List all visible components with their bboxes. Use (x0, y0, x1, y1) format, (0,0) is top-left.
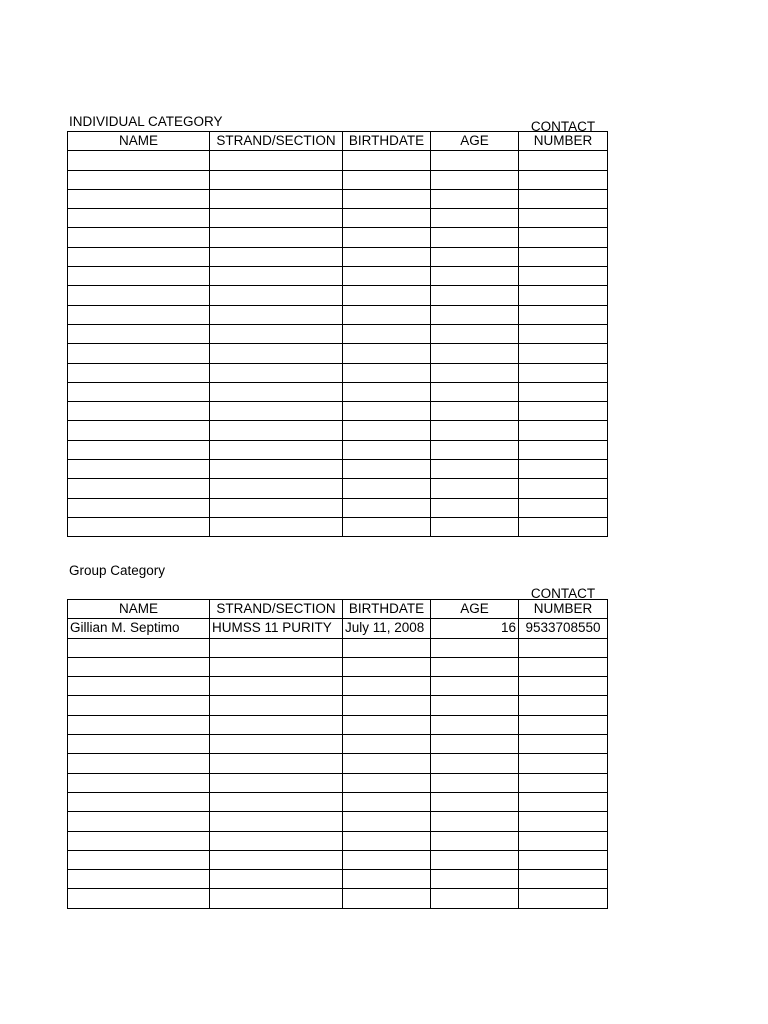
cell-name[interactable] (68, 889, 210, 908)
cell-age[interactable] (431, 715, 519, 734)
table-row (68, 421, 608, 440)
table-row (68, 677, 608, 696)
cell-strand-section[interactable] (210, 363, 343, 382)
cell-strand-section[interactable] (210, 305, 343, 324)
cell-strand-section[interactable] (210, 247, 343, 266)
cell-age[interactable] (431, 812, 519, 831)
cell-contact-number[interactable] (519, 305, 608, 324)
cell-contact-number[interactable] (519, 382, 608, 401)
cell-age[interactable] (431, 735, 519, 754)
cell-strand-section[interactable] (210, 696, 343, 715)
cell-name[interactable] (68, 677, 210, 696)
cell-age[interactable] (431, 677, 519, 696)
cell-name[interactable] (68, 479, 210, 498)
cell-name[interactable] (68, 286, 210, 305)
cell-name[interactable] (68, 792, 210, 811)
table-row (68, 619, 608, 638)
cell-name[interactable] (68, 657, 210, 676)
cell-birthdate[interactable] (343, 382, 431, 401)
cell-name[interactable] (68, 773, 210, 792)
cell-birthdate[interactable] (343, 850, 431, 869)
cell-name[interactable] (68, 696, 210, 715)
cell-contact-number[interactable] (519, 324, 608, 343)
cell-birthdate[interactable] (343, 870, 431, 889)
cell-age[interactable] (431, 324, 519, 343)
cell-contact-number[interactable] (519, 715, 608, 734)
cell-strand-section[interactable] (210, 286, 343, 305)
group-contact-header-top: CONTACT (530, 586, 596, 601)
cell-age[interactable] (431, 228, 519, 247)
cell-birthdate[interactable] (343, 754, 431, 773)
table-row (68, 460, 608, 479)
header-name: NAME (68, 132, 210, 151)
cell-name[interactable] (68, 344, 210, 363)
table-row (68, 735, 608, 754)
cell-age[interactable] (431, 638, 519, 657)
cell-age[interactable] (431, 305, 519, 324)
table-row (68, 696, 608, 715)
cell-birthdate[interactable]: July 11, 2008 (343, 619, 431, 638)
table-row (68, 657, 608, 676)
cell-strand-section[interactable] (210, 421, 343, 440)
cell-birthdate[interactable] (343, 209, 431, 228)
cell-strand-section[interactable] (210, 831, 343, 850)
cell-name[interactable] (68, 517, 210, 536)
cell-birthdate[interactable] (343, 812, 431, 831)
cell-contact-number[interactable] (519, 812, 608, 831)
cell-birthdate[interactable] (343, 421, 431, 440)
cell-strand-section[interactable] (210, 228, 343, 247)
cell-contact-number[interactable] (519, 850, 608, 869)
cell-strand-section[interactable] (210, 517, 343, 536)
table-row (68, 889, 608, 908)
cell-name[interactable] (68, 382, 210, 401)
table-row (68, 267, 608, 286)
table-row (68, 382, 608, 401)
cell-birthdate[interactable] (343, 517, 431, 536)
cell-contact-number[interactable] (519, 363, 608, 382)
cell-strand-section[interactable] (210, 889, 343, 908)
individual-category-title: INDIVIDUAL CATEGORY (69, 114, 223, 129)
individual-category-table (67, 131, 608, 537)
cell-contact-number[interactable] (519, 189, 608, 208)
cell-name[interactable] (68, 850, 210, 869)
cell-age[interactable] (431, 696, 519, 715)
cell-contact-number[interactable] (519, 677, 608, 696)
cell-birthdate[interactable] (343, 247, 431, 266)
cell-birthdate[interactable] (343, 479, 431, 498)
cell-strand-section[interactable] (210, 267, 343, 286)
cell-strand-section[interactable] (210, 792, 343, 811)
cell-age[interactable] (431, 421, 519, 440)
cell-strand-section[interactable] (210, 209, 343, 228)
cell-strand-section[interactable] (210, 479, 343, 498)
header-birthdate: BIRTHDATE (343, 600, 431, 619)
cell-name[interactable] (68, 421, 210, 440)
cell-birthdate[interactable] (343, 151, 431, 170)
cell-age[interactable] (431, 889, 519, 908)
header-strand-section: STRAND/SECTION (210, 132, 343, 151)
individual-header-row (68, 132, 608, 151)
cell-birthdate[interactable] (343, 735, 431, 754)
table-row (68, 151, 608, 170)
table-row (68, 363, 608, 382)
cell-name[interactable] (68, 209, 210, 228)
cell-birthdate[interactable] (343, 792, 431, 811)
cell-birthdate[interactable] (343, 677, 431, 696)
table-row (68, 286, 608, 305)
cell-contact-number[interactable] (519, 460, 608, 479)
table-row (68, 773, 608, 792)
cell-age[interactable] (431, 657, 519, 676)
cell-contact-number[interactable] (519, 267, 608, 286)
cell-name[interactable] (68, 170, 210, 189)
cell-age[interactable] (431, 754, 519, 773)
table-row (68, 247, 608, 266)
cell-name[interactable] (68, 812, 210, 831)
cell-birthdate[interactable] (343, 715, 431, 734)
cell-age[interactable] (431, 402, 519, 421)
cell-strand-section[interactable] (210, 324, 343, 343)
group-category-table (67, 599, 608, 909)
cell-name[interactable] (68, 831, 210, 850)
cell-name[interactable] (68, 402, 210, 421)
cell-birthdate[interactable] (343, 305, 431, 324)
header-strand-section: STRAND/SECTION (210, 600, 343, 619)
cell-name[interactable] (68, 638, 210, 657)
table-row (68, 440, 608, 459)
cell-strand-section[interactable] (210, 382, 343, 401)
cell-contact-number[interactable] (519, 498, 608, 517)
cell-contact-number[interactable] (519, 421, 608, 440)
cell-strand-section[interactable] (210, 773, 343, 792)
cell-strand-section[interactable] (210, 677, 343, 696)
cell-contact-number[interactable] (519, 151, 608, 170)
cell-contact-number[interactable] (519, 440, 608, 459)
cell-contact-number[interactable] (519, 286, 608, 305)
cell-contact-number[interactable] (519, 735, 608, 754)
cell-strand-section[interactable] (210, 735, 343, 754)
table-row (68, 324, 608, 343)
cell-contact-number[interactable] (519, 773, 608, 792)
cell-name[interactable] (68, 735, 210, 754)
cell-birthdate[interactable] (343, 460, 431, 479)
cell-birthdate[interactable] (343, 324, 431, 343)
cell-contact-number[interactable] (519, 870, 608, 889)
cell-strand-section[interactable] (210, 344, 343, 363)
cell-age[interactable] (431, 870, 519, 889)
header-name: NAME (68, 600, 210, 619)
header-age: AGE (431, 132, 519, 151)
cell-birthdate[interactable] (343, 344, 431, 363)
header-age: AGE (431, 600, 519, 619)
cell-age[interactable] (431, 460, 519, 479)
cell-strand-section[interactable] (210, 151, 343, 170)
cell-birthdate[interactable] (343, 267, 431, 286)
cell-birthdate[interactable] (343, 696, 431, 715)
table-row (68, 344, 608, 363)
cell-strand-section[interactable] (210, 440, 343, 459)
cell-birthdate[interactable] (343, 170, 431, 189)
cell-name[interactable] (68, 754, 210, 773)
cell-contact-number[interactable] (519, 170, 608, 189)
cell-contact-number[interactable] (519, 228, 608, 247)
table-row (68, 189, 608, 208)
table-row (68, 831, 608, 850)
group-category-title: Group Category (69, 563, 166, 578)
cell-age[interactable] (431, 151, 519, 170)
table-row (68, 638, 608, 657)
cell-name[interactable]: Gillian M. Septimo (68, 619, 210, 638)
cell-age[interactable] (431, 382, 519, 401)
cell-birthdate[interactable] (343, 286, 431, 305)
cell-contact-number[interactable] (519, 247, 608, 266)
cell-birthdate[interactable] (343, 831, 431, 850)
table-row (68, 812, 608, 831)
table-row (68, 305, 608, 324)
cell-age[interactable] (431, 170, 519, 189)
cell-strand-section[interactable] (210, 460, 343, 479)
cell-name[interactable] (68, 870, 210, 889)
table-row (68, 228, 608, 247)
cell-name[interactable] (68, 189, 210, 208)
cell-age[interactable] (431, 792, 519, 811)
group-header-row (68, 600, 608, 619)
cell-birthdate[interactable] (343, 773, 431, 792)
cell-age[interactable] (431, 189, 519, 208)
table-row (68, 754, 608, 773)
table-row (68, 850, 608, 869)
cell-contact-number[interactable] (519, 657, 608, 676)
cell-age[interactable] (431, 363, 519, 382)
table-row (68, 170, 608, 189)
cell-strand-section[interactable] (210, 498, 343, 517)
cell-age[interactable] (431, 344, 519, 363)
cell-name[interactable] (68, 715, 210, 734)
cell-strand-section[interactable] (210, 754, 343, 773)
cell-contact-number[interactable]: 9533708550 (519, 619, 608, 638)
table-row (68, 870, 608, 889)
cell-contact-number[interactable] (519, 344, 608, 363)
cell-contact-number[interactable] (519, 792, 608, 811)
cell-name[interactable] (68, 440, 210, 459)
cell-birthdate[interactable] (343, 638, 431, 657)
table-row (68, 402, 608, 421)
table-row (68, 715, 608, 734)
cell-name[interactable] (68, 247, 210, 266)
cell-strand-section[interactable]: HUMSS 11 PURITY (210, 619, 343, 638)
cell-strand-section[interactable] (210, 638, 343, 657)
cell-contact-number[interactable] (519, 517, 608, 536)
cell-birthdate[interactable] (343, 363, 431, 382)
cell-strand-section[interactable] (210, 657, 343, 676)
cell-birthdate[interactable] (343, 440, 431, 459)
cell-birthdate[interactable] (343, 189, 431, 208)
cell-age[interactable] (431, 498, 519, 517)
cell-strand-section[interactable] (210, 870, 343, 889)
cell-name[interactable] (68, 267, 210, 286)
cell-strand-section[interactable] (210, 812, 343, 831)
cell-age[interactable] (431, 286, 519, 305)
cell-age[interactable]: 16 (431, 619, 519, 638)
cell-contact-number[interactable] (519, 831, 608, 850)
cell-name[interactable] (68, 228, 210, 247)
table-row (68, 209, 608, 228)
cell-age[interactable] (431, 831, 519, 850)
header-contact-number: NUMBER (519, 132, 608, 151)
cell-age[interactable] (431, 517, 519, 536)
table-row (68, 517, 608, 536)
header-contact-number: NUMBER (519, 600, 608, 619)
cell-strand-section[interactable] (210, 170, 343, 189)
table-row (68, 479, 608, 498)
cell-contact-number[interactable] (519, 209, 608, 228)
cell-contact-number[interactable] (519, 754, 608, 773)
cell-strand-section[interactable] (210, 189, 343, 208)
cell-birthdate[interactable] (343, 657, 431, 676)
table-row (68, 498, 608, 517)
cell-age[interactable] (431, 850, 519, 869)
cell-birthdate[interactable] (343, 498, 431, 517)
cell-name[interactable] (68, 305, 210, 324)
header-birthdate: BIRTHDATE (343, 132, 431, 151)
cell-name[interactable] (68, 498, 210, 517)
cell-age[interactable] (431, 773, 519, 792)
cell-birthdate[interactable] (343, 402, 431, 421)
cell-age[interactable] (431, 479, 519, 498)
cell-age[interactable] (431, 247, 519, 266)
cell-age[interactable] (431, 440, 519, 459)
cell-strand-section[interactable] (210, 402, 343, 421)
individual-contact-header-top: CONTACT (530, 119, 596, 134)
cell-name[interactable] (68, 324, 210, 343)
cell-contact-number[interactable] (519, 479, 608, 498)
cell-birthdate[interactable] (343, 889, 431, 908)
cell-age[interactable] (431, 267, 519, 286)
cell-contact-number[interactable] (519, 638, 608, 657)
cell-age[interactable] (431, 209, 519, 228)
cell-strand-section[interactable] (210, 850, 343, 869)
cell-contact-number[interactable] (519, 889, 608, 908)
cell-name[interactable] (68, 363, 210, 382)
table-row (68, 792, 608, 811)
cell-contact-number[interactable] (519, 696, 608, 715)
cell-contact-number[interactable] (519, 402, 608, 421)
cell-birthdate[interactable] (343, 228, 431, 247)
cell-strand-section[interactable] (210, 715, 343, 734)
cell-name[interactable] (68, 151, 210, 170)
cell-name[interactable] (68, 460, 210, 479)
